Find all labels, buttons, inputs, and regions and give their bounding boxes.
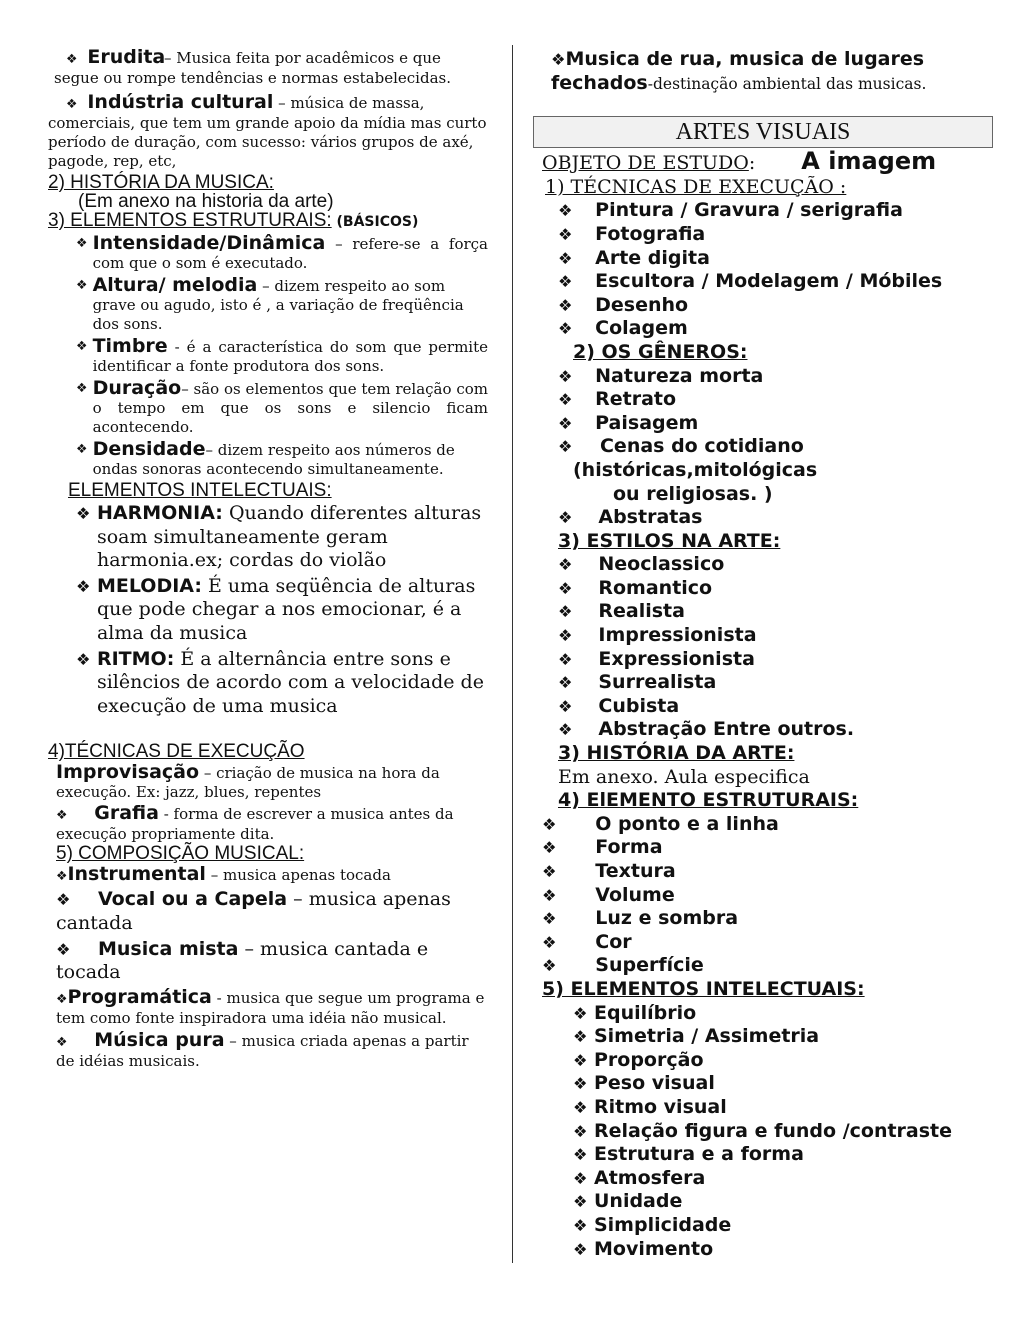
tecnicas-execucao-heading [48, 742, 488, 761]
diamond-bullet-icon: ❖ [56, 939, 71, 959]
list-item [558, 317, 993, 341]
generos-continuation-2: ou religiosas. ) [613, 482, 773, 505]
list-item-label: Relação figura e fundo /contraste [593, 1119, 953, 1142]
diamond-bullet-icon: ❖ [558, 649, 573, 669]
list-item-label: Proporção [593, 1048, 704, 1071]
diamond-bullet-icon: ❖ [542, 814, 557, 834]
diamond-bullet-icon: ❖ [551, 50, 566, 69]
list-item-label: Surrealista [598, 671, 717, 694]
diamond-bullet-icon: ❖ [542, 956, 557, 976]
list-item-label: Realista [598, 600, 685, 623]
diamond-bullet-icon: ❖ [76, 576, 91, 596]
elementos-intelectuais-heading [48, 481, 488, 500]
pura-title: Música pura [94, 1028, 225, 1051]
list-item-text [93, 440, 488, 479]
list-item-text [93, 337, 488, 376]
list-item-label: Simplicidade [593, 1213, 732, 1236]
estilos-heading [533, 530, 993, 554]
diamond-bullet-icon: ❖ [542, 885, 557, 905]
grafia-title: Grafia [94, 802, 159, 825]
diamond-bullet-icon: ❖ [558, 272, 573, 292]
list-item [542, 813, 993, 837]
list-item-label: Textura [595, 860, 676, 882]
composicao-musical-heading-text: 5) COMPOSIÇÃO MUSICAL: [56, 843, 305, 865]
elementos-estruturais-heading [48, 211, 488, 232]
list-item-text [93, 234, 488, 273]
mista-item [48, 938, 488, 985]
list-item [573, 1002, 993, 1026]
musica-rua-item [533, 48, 993, 96]
list-item [558, 388, 993, 412]
list-item-label: O ponto e a linha [595, 812, 779, 835]
generos-heading-text: 2) OS GÊNEROS: [573, 340, 748, 363]
list-item [542, 836, 993, 860]
list-item [558, 695, 993, 719]
list-item-label: Movimento [593, 1237, 714, 1260]
intelectuais-heading-text: 5) ELEMENTOS INTELECTUAIS: [542, 977, 865, 1000]
list-item [573, 1214, 993, 1238]
list-item [76, 337, 488, 376]
list-item [76, 276, 488, 334]
list-item-label: Volume [595, 883, 675, 906]
list-item [558, 365, 993, 389]
diamond-bullet-icon: ❖ [573, 1027, 588, 1047]
list-item-title: Duração [92, 377, 182, 399]
diamond-bullet-icon: ❖ [558, 437, 573, 457]
vocal-title: Vocal ou a Capela [97, 888, 288, 911]
estilos-list [533, 553, 993, 742]
list-item-label: Arte digita [595, 246, 710, 269]
diamond-bullet-icon: ❖ [558, 626, 573, 646]
diamond-bullet-icon: ❖ [76, 442, 88, 457]
list-item-label: Forma [595, 836, 663, 859]
list-item-desc: – dizem respeito aos números de ondas sonoras acontecendo simultaneamente. [92, 441, 455, 478]
diamond-bullet-icon: ❖ [558, 413, 573, 433]
list-item-label: Luz e sombra [595, 907, 739, 930]
list-item [573, 1072, 993, 1096]
list-item [573, 1049, 993, 1073]
list-item-title: HARMONIA: [96, 502, 223, 524]
diamond-bullet-icon: ❖ [558, 201, 573, 221]
diamond-bullet-icon: ❖ [573, 1097, 588, 1117]
diamond-bullet-icon: ❖ [66, 97, 78, 112]
diamond-bullet-icon: ❖ [558, 555, 573, 575]
diamond-bullet-icon: ❖ [66, 52, 78, 67]
vocal-item [48, 888, 488, 935]
diamond-bullet-icon: ❖ [542, 932, 557, 952]
diamond-bullet-icon: ❖ [573, 1003, 588, 1023]
historia-arte-heading-text: 3) HISTÓRIA DA ARTE: [558, 742, 795, 765]
list-item-label: Atmosfera [593, 1166, 706, 1189]
musica-rua-text: -destinação ambiental das musicas. [647, 74, 927, 93]
list-item-desc: Quando diferentes alturas soam simultaneamente geram harmonia.ex; cordas do violão [96, 502, 482, 572]
diamond-bullet-icon: ❖ [76, 381, 88, 396]
list-item [76, 379, 488, 437]
list-item [573, 1096, 993, 1120]
list-item-label: Cenas do cotidiano [599, 435, 804, 458]
list-item [558, 718, 993, 742]
list-item-title: Altura/ melodia [92, 274, 258, 296]
diamond-bullet-icon: ❖ [76, 278, 88, 293]
objeto-estudo-value: A imagem [801, 147, 937, 176]
estruturais-heading [533, 789, 993, 813]
historia-musica-heading [48, 173, 488, 192]
diamond-bullet-icon: ❖ [573, 1168, 588, 1188]
estilos-heading-text: 3) ESTILOS NA ARTE: [558, 529, 781, 552]
list-item-title: Timbre [92, 335, 168, 357]
list-item [76, 502, 488, 573]
diamond-bullet-icon: ❖ [56, 808, 68, 824]
diamond-bullet-icon: ❖ [573, 1192, 588, 1212]
instrumental-title: Instrumental [67, 863, 206, 886]
grafia-item [48, 804, 488, 844]
diamond-bullet-icon: ❖ [76, 504, 91, 523]
list-item-label: Cubista [598, 694, 680, 717]
tecnicas-execucao-heading-text: 4)TÉCNICAS DE EXECUÇÃO [48, 741, 305, 763]
elementos-intelectuais-heading-text: ELEMENTOS INTELECTUAIS: [68, 480, 332, 501]
diamond-bullet-icon: ❖ [56, 991, 68, 1007]
list-item-label: Escultora / Modelagem / Móbiles [595, 270, 943, 293]
list-item-label: Estrutura e a forma [593, 1143, 804, 1166]
list-item [558, 553, 993, 577]
list-item-label: Retrato [595, 388, 677, 411]
estruturais-heading-text: 4) ElEMENTO ESTRUTURAIS: [558, 789, 859, 812]
diamond-bullet-icon: ❖ [56, 890, 71, 910]
diamond-bullet-icon: ❖ [573, 1074, 588, 1094]
list-item-title: MELODIA: [96, 574, 202, 597]
industria-item [48, 93, 488, 171]
tecnicas-list [533, 199, 993, 341]
diamond-bullet-icon: ❖ [558, 696, 573, 716]
list-item-label: Abstração Entre outros. [598, 718, 855, 741]
list-item [573, 1143, 993, 1167]
elementos-estruturais-list [48, 234, 488, 479]
diamond-bullet-icon: ❖ [573, 1145, 588, 1165]
diamond-bullet-icon: ❖ [76, 649, 91, 669]
programatica-title: Programática [67, 985, 212, 1008]
list-item-desc: É a alternância entre sons e silêncios de acordo com a velocidade de execução de uma musica [96, 647, 484, 717]
mista-text: – musica cantada e tocada [56, 937, 429, 984]
pura-text: – musica criada apenas a partir de idéias musicais. [56, 1031, 469, 1070]
list-item [76, 648, 488, 719]
diamond-bullet-icon: ❖ [542, 862, 557, 881]
list-item-desc: – refere-se a força com que o som é executado. [92, 235, 488, 272]
list-item [573, 1167, 993, 1191]
list-item [558, 506, 993, 530]
mista-title: Musica mista [97, 937, 239, 960]
objeto-estudo-line [533, 147, 993, 176]
list-item [542, 907, 993, 931]
list-item-label: Romantico [598, 576, 713, 599]
list-item [558, 577, 993, 601]
list-item-label: Equilíbrio [593, 1001, 697, 1024]
list-item [542, 860, 993, 884]
list-item [542, 954, 993, 978]
list-item-text [93, 379, 488, 437]
elementos-estruturais-heading-text: 3) ELEMENTOS ESTRUTURAIS: [48, 210, 332, 231]
industria-text: – música de massa, comerciais, que tem um grande apoio da mídia mas curto período de duração, com sucesso: vários grupos de axé, pagode, rep, etc, [48, 94, 487, 170]
list-item-desc: - é a característica do som que permite identificar a fonte produtora dos sons. [92, 338, 488, 375]
list-item [558, 199, 993, 223]
elementos-intelectuais-list [48, 502, 488, 718]
list-item-title: Intensidade/Dinâmica [92, 232, 326, 254]
diamond-bullet-icon: ❖ [558, 602, 573, 622]
diamond-bullet-icon: ❖ [542, 838, 557, 858]
objeto-estudo-label: OBJETO DE ESTUDO [542, 152, 749, 175]
list-item [542, 884, 993, 908]
industria-title: Indústria cultural [87, 91, 274, 113]
list-item [558, 270, 993, 294]
list-item [558, 671, 993, 695]
list-item [573, 1190, 993, 1214]
list-item-label: Peso visual [593, 1072, 715, 1095]
list-item-label: Colagem [595, 317, 688, 340]
list-item [558, 247, 993, 271]
intelectuais-heading [533, 978, 993, 1002]
list-item-desc: – dizem respeito ao som grave ou agudo, isto é , a variação de freqüência dos sons. [92, 277, 464, 333]
vocal-text: – musica apenas cantada [56, 888, 451, 934]
programatica-item [48, 985, 488, 1028]
left-column [48, 48, 488, 1071]
pura-item [48, 1028, 488, 1071]
diamond-bullet-icon: ❖ [558, 720, 573, 740]
list-item-label: Pintura / Gravura / serigrafia [595, 199, 903, 222]
improvisacao-text: – criação de musica na hora da execução. Ex: jazz, blues, repentes [56, 764, 440, 802]
list-item-title: Densidade [92, 438, 206, 460]
diamond-bullet-icon: ❖ [558, 224, 573, 244]
diamond-bullet-icon: ❖ [573, 1239, 588, 1259]
diamond-bullet-icon: ❖ [558, 248, 573, 268]
diamond-bullet-icon: ❖ [558, 390, 573, 410]
column-divider [512, 45, 513, 1263]
list-item-label: Abstratas [598, 506, 703, 529]
improvisacao-title: Improvisação [56, 761, 200, 784]
historia-musica-heading-text: 2) HISTÓRIA DA MUSICA: [48, 172, 274, 193]
diamond-bullet-icon: ❖ [558, 508, 573, 528]
list-item-desc: É uma seqüência de alturas que pode chegar a nos emocionar, é a alma da musica [96, 574, 476, 644]
artes-visuais-banner: ARTES VISUAIS [533, 116, 993, 148]
list-item-label: Unidade [593, 1190, 683, 1213]
list-item [76, 440, 488, 479]
list-item-label: Natureza morta [595, 364, 764, 387]
tecnicas-heading-text: 1) TÉCNICAS DE EXECUÇÃO : [545, 175, 847, 198]
diamond-bullet-icon: ❖ [573, 1215, 588, 1235]
list-item-label: Fotografia [595, 222, 706, 245]
improvisacao-item [48, 763, 488, 802]
list-item-label: Simetria / Assimetria [593, 1025, 820, 1048]
diamond-bullet-icon: ❖ [558, 366, 573, 386]
tecnicas-heading [533, 176, 993, 200]
diamond-bullet-icon: ❖ [76, 236, 88, 251]
musica-rua-title: Musica de rua, musica de lugares fechados [551, 48, 925, 94]
list-item-label: Neoclassico [598, 553, 725, 576]
diamond-bullet-icon: ❖ [76, 339, 88, 354]
historia-arte-text: Em anexo. Aula especifica [558, 765, 810, 788]
list-item [573, 1025, 993, 1049]
programatica-text: - musica que segue um programa e tem como fonte inspiradora uma idéia não musical. [56, 988, 485, 1027]
list-item [558, 624, 993, 648]
list-item-desc: – são os elementos que tem relação com o tempo em que os sons e silencio ficam acontecendo. [92, 380, 488, 436]
list-item [558, 648, 993, 672]
list-item-label: Cor [595, 930, 632, 953]
list-item [558, 223, 993, 247]
generos-continuation-1: (históricas,mitológicas [573, 458, 818, 481]
estruturais-list [533, 813, 993, 978]
list-item [573, 1238, 993, 1262]
instrumental-text: – musica apenas tocada [205, 866, 391, 885]
historia-musica-text: (Em anexo na historia da arte) [78, 191, 334, 212]
erudita-text: – Musica feita por acadêmicos e que segue ou rompe tendências e normas estabelecidas. [54, 49, 451, 87]
generos-list [533, 365, 993, 530]
erudita-title: Erudita [87, 46, 166, 68]
list-item [558, 435, 993, 459]
list-item [558, 600, 993, 624]
diamond-bullet-icon: ❖ [558, 295, 573, 315]
list-item-text [93, 276, 488, 334]
diamond-bullet-icon: ❖ [573, 1121, 588, 1141]
list-item [76, 234, 488, 273]
right-column [533, 48, 993, 1261]
list-item [573, 1120, 993, 1144]
diamond-bullet-icon: ❖ [558, 319, 573, 339]
list-item [558, 294, 993, 318]
list-item-label: Impressionista [598, 624, 757, 647]
intelectuais-list [533, 1002, 993, 1262]
instrumental-item [48, 865, 488, 886]
list-item [76, 575, 488, 646]
list-item-text [97, 502, 488, 573]
diamond-bullet-icon: ❖ [558, 578, 573, 598]
objeto-estudo-colon: : [748, 152, 756, 175]
list-item [542, 931, 993, 955]
generos-heading [533, 341, 993, 365]
diamond-bullet-icon: ❖ [558, 673, 573, 693]
list-item-label: Desenho [595, 293, 689, 316]
composicao-musical-heading [48, 844, 488, 863]
list-item [558, 412, 993, 436]
list-item-label: Superfície [595, 954, 704, 977]
list-item-label: Paisagem [595, 411, 699, 434]
list-item-text [97, 648, 488, 719]
diamond-bullet-icon: ❖ [56, 1034, 68, 1050]
list-item-label: Ritmo visual [593, 1095, 727, 1118]
list-item-title: RITMO: [96, 647, 175, 670]
grafia-text: - forma de escrever a musica antes da execução propriamente dita. [56, 805, 454, 844]
historia-arte-heading [533, 742, 993, 766]
diamond-bullet-icon: ❖ [56, 869, 68, 885]
erudita-item [48, 48, 488, 88]
diamond-bullet-icon: ❖ [542, 909, 557, 929]
diamond-bullet-icon: ❖ [573, 1050, 588, 1070]
elementos-basicos-label: (BÁSICOS) [331, 214, 419, 230]
list-item-label: Expressionista [598, 647, 755, 670]
list-item-text [97, 575, 488, 646]
